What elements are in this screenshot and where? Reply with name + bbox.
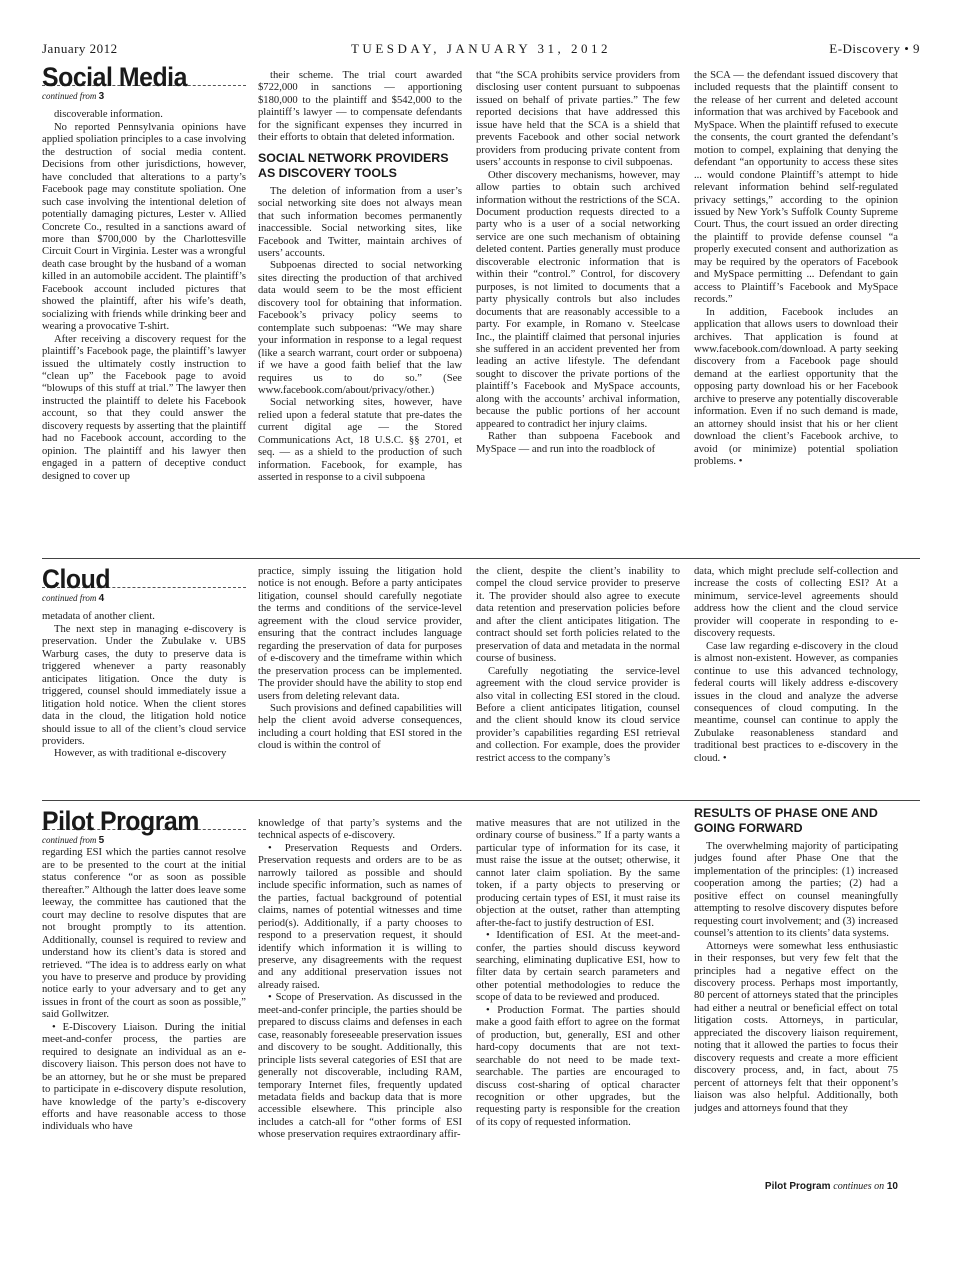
paragraph: The deletion of information from a user’s social networking site does not always mean that such information becomes permanently inaccessible. Social networking sites, like Facebook and Twitter, maintain archives of users’ accounts. — [258, 185, 462, 259]
section-divider — [42, 800, 920, 801]
pilot-subhead: RESULTS OF PHASE ONE AND GOING FORWARD — [694, 806, 878, 835]
article-pilot-program — [42, 806, 920, 1206]
pilot-col-1 — [42, 806, 246, 1206]
social-media-title: Social Media — [42, 62, 187, 92]
cloud-col-1-body — [42, 611, 246, 760]
paragraph: • E-Discovery Liaison. During the initial meet-and-confer process, the parties are required to designate an individual as an e-discovery liaison. This person does not have to be an attorney, but he or she must be prepared to participate in e-discovery dispute resolution, have knowledge of the party’s e-discovery efforts and have reasonable access to those individuals who have — [42, 1021, 246, 1133]
paragraph: Rather than subpoena Facebook and MySpace — and run into the roadblock of — [476, 431, 680, 455]
cloud-title: Cloud — [42, 564, 111, 594]
pilot-col-3 — [476, 818, 680, 1206]
paragraph: In addition, Facebook includes an application that allows users to download their archives. That application is found at www.facebook.com/download. A party seeking discovery from a Facebook page should demand at the earliest opportunity that the opposing party download his or her Facebook archive to preserve any potentially discoverable information. Even if no such demand is made, an attorney should insist that his or her client download the client’s Facebook archive, to avoid (or minimize) potential spoliation problems. • — [694, 306, 898, 468]
paragraph: However, as with traditional e-discovery — [54, 748, 227, 760]
paragraph: • Production Format. The parties should make a good faith effort to agree on the format of production, but, generally, ESI and other hard-copy documents that are not text-searchable do not need to be made text-searchable. The parties are encouraged to discuss cost-sharing of optical character recognition or other upgrades, but the requesting party is responsible for the creation of its copy of requested information. — [476, 1004, 680, 1128]
cloud-col-3-body — [476, 566, 680, 765]
paragraph: regarding ESI which the parties cannot resolve are to be presented to the court at the initial status conference “or as soon as possible thereafter.” Although the latter does leave some leeway, the committee has cautioned that the court may decline to resolve disputes that are not brought promptly to its attention. Additionally, counsel is required to review and understand how its client’s data is stored and retrieved. “The idea is to address early on what you have to preserve and produce by providing notice early to your adversary and to get any issues in front of the court as soon as possible,” said Gollwitzer. — [42, 847, 246, 1021]
social-media-col-4-body — [694, 70, 898, 469]
paragraph: mative measures that are not utilized in the ordinary course of business.” If a party wants a particular type of information for its case, it must raise the issue at the outset; otherwise, it cannot later claim spoliation. By the same token, if a party objects to preserving or producing certain types of ESI, it must raise its objection at the outset, rather than attempting after-the-fact to justify destruction of ESI. — [476, 818, 680, 929]
paragraph: discoverable information. — [54, 109, 163, 121]
social-media-col-1 — [42, 62, 246, 554]
social-media-col-3-body — [476, 70, 680, 456]
section-divider — [42, 558, 920, 559]
paragraph: • Identification of ESI. At the meet-and-confer, the parties should discuss keyword searching, eliminating duplicative ESI, how to filter data by certain search parameters and other potential methodologies to reduce the scope of data to be reviewed and produced. — [476, 930, 680, 1004]
paragraph: Attorneys were somewhat less enthusiastic in their responses, but very few felt that the principles had a negative effect on the discovery process. Perhaps most importantly, 80 percent of attorneys stated that the principles had either a neutral or beneficial effect on total litigation costs. Attorneys, in particular, appreciated the discovery liaison requirement, noting that it allowed the parties to focus their discovery requests and create a more efficient discovery process, and, in fact, about 75 percent of attorneys felt that their opponent’s liaison was also helpful. Additionally, both judges and attorneys found that they — [694, 940, 898, 1114]
continued-from: continued from 4 — [42, 593, 105, 604]
paragraph: the client, despite the client’s inability to compel the cloud service provider to preserve it. The provider should also agree to execute data retention and preservation policies before and after the client anticipates litigation. The contract should set forth policies related to the preservation of data and metadata in the normal course of business. — [476, 566, 680, 665]
paragraph: Other discovery mechanisms, however, may allow parties to obtain such archived information without the restrictions of the SCA. Document production requests directed to a party who is a user of a social networking service are one such mechanism of obtaining deleted content. Parties generally must produce discoverable electronic information that is within their “control.” Control, for discovery purposes, is not limited to documents that a party physically controls but also includes documents that are reasonably accessible to a party. For example, in Romano v. Steelcase Inc., the plaintiff claimed that personal injuries she suffered in an accident prevented her from leading an active lifestyle. The defendant sought to discover the private portions of the plaintiff’s Facebook and MySpace accounts, along with the accounts’ archival information, because the public portions of her account appeared to contradict her injury claims. — [476, 169, 680, 430]
issue-date: TUESDAY, JANUARY 31, 2012 — [350, 41, 612, 56]
paragraph: metadata of another client. — [42, 611, 155, 623]
paragraph: that “the SCA prohibits service providers from disclosing user content pursuant to subpoenas issued on behalf of private parties.” The few reported decisions that have addressed this issue have held that the SCA is a shield that prevents Facebook and other social network providers from producing private content from users’ accounts in response to civil subpoenas. — [476, 70, 680, 169]
pilot-col-2-body — [258, 818, 462, 1142]
cloud-col-3 — [476, 566, 680, 796]
paragraph: Social networking sites, however, have relied upon a federal statute that pre-dates the current digital age — the Stored Communications Act, 18 U.S.C. §§ 2701, et seq. — as a shield to the production of such information. Facebook, for example, has asserted in response to a civil subpoena — [258, 397, 462, 484]
cloud-col-2-body — [258, 566, 462, 753]
paragraph: Subpoenas directed to social networking sites directing the production of that archived data would seem to be the most efficient discovery tool for obtaining that information. Facebook’s privacy policy seems to contemplate such subpoenas: “We may share your information in response to a legal request (like a search warrant, court order or subpoena) if we have a good faith belief that the law requires us to do so.” (See www.facebook.com/about/privacy/other.) — [258, 260, 462, 396]
social-media-col-2 — [258, 70, 462, 554]
paragraph: After receiving a discovery request for the plaintiff’s Facebook page, the plaintiff’s lawyer issued the ultimately costly instruction to “clean up” the Facebook page to avoid “blowups of this stuff at trial.” The lawyer then instructed the plaintiff to delete his Facebook account, so that they could answer the discovery requests by asserting that the plaintiff had no Facebook account, according to the opinion. The plaintiff and his lawyer then engaged in a pattern of deceptive conduct designed to cover up — [42, 333, 246, 482]
issue-month: January 2012 — [42, 41, 118, 56]
pilot-col-3-body — [476, 818, 680, 1129]
paragraph: The overwhelming majority of participating judges found after Phase One that the implementation of the principles: (1) increased cooperation among the parties; (2) had a positive effect on counsel meaningfully attempting to resolve discovery disputes before requesting court involvement; and (3) increased counsel’s attention to its clients’ data systems. — [694, 841, 898, 940]
paragraph: No reported Pennsylvania opinions have applied spoliation principles to a case involving the destruction of social media content. Decisions from other jurisdictions, however, have concluded that alterations to a party’s Facebook page may constitute spoliation. One such case involving the intentional deletion of potentially damaging pictures, Lester v. Allied Concrete Co., resulted in a sanctions award of more than $700,000 by the Charlottesville Circuit Court in Virginia. Lester was a wrongful death case brought by the husband of a woman killed in an automobile accident. The plaintiff’s Facebook account included pictures that showed the plaintiff, after his wife’s death, socializing with friends while drinking beer and wearing a provocative T-shirt. — [42, 121, 246, 333]
paragraph: the SCA — the defendant issued discovery that included requests that the plaintiff consent to the release of her current and deleted account information that was archived by Facebook and MySpace. When the plaintiff refused to execute the consents, the court granted the defendant’s motion to compel, explaining that denying the defendant “an opportunity to access these sites ... would condone Plaintiff’s attempt to hide relevant information behind self-regulated privacy settings,” according to the opinion issued by New York’s Suffolk County Supreme Court. Thus, the court issued an order directing the plaintiff to provide defense counsel “a properly executed consent and authorization as may be required by the operators of Facebook and MySpace permitting ... Defendant to gain access to Plaintiff’s Facebook and MySpace records.” — [694, 70, 898, 306]
pilot-col-4-body — [694, 841, 898, 1181]
paragraph: data, which might preclude self-collection and increase the costs of collecting ESI? At a minimum, service-level agreements should address how the client and the cloud service provider will cooperate in responding to e-discovery requests. — [694, 566, 898, 640]
cloud-col-1 — [42, 564, 246, 796]
social-media-col-4 — [694, 70, 898, 554]
social-media-col-3 — [476, 70, 680, 554]
paragraph: • Preservation Requests and Orders. Preservation requests and orders are to be as narrowly tailored as possible and should include specific information, such as names of the parties, factual background of potential claims, names of potential witnesses and time period(s). Additionally, if a party chooses to respond to a preservation request, it should identify which information it is willing to preserve, any disagreements with the request and any additional preservation issues not already raised. — [258, 842, 462, 991]
section-page-number: E-Discovery • 9 — [829, 41, 920, 56]
continued-from: continued from 5 — [42, 835, 105, 846]
continued-from: continued from 3 — [42, 91, 105, 102]
jump-line: Pilot Program continues on 10 — [764, 1181, 898, 1192]
article-cloud — [42, 564, 920, 796]
pilot-col-2 — [258, 818, 462, 1206]
page-header — [42, 41, 920, 63]
paragraph: Carefully negotiating the service-level agreement with the cloud service provider is also vital in collecting ESI stored in the cloud. Before a client anticipates litigation, counsel and the client should know its cloud service provider’s capabilities regarding ESI retrieval and collection. For example, does the provider restrict access to the company’s — [476, 665, 680, 764]
paragraph: The next step in managing e-discovery is preservation. Under the Zubulake v. UBS Warburg cases, the duty to preserve data is triggered whenever a party reasonably anticipates litigation. Once the duty is triggered, counsel should immediately issue a litigation hold notice. When the client stores data in the cloud, the litigation hold notice should issue to all of the client’s cloud service providers. — [42, 623, 246, 747]
pilot-program-title: Pilot Program — [42, 806, 199, 836]
paragraph: Such provisions and defined capabilities will help the client avoid adverse consequences, including a court holding that ESI stored in the cloud is within the control of — [258, 702, 462, 752]
social-media-col-2-body-a — [258, 70, 462, 145]
cloud-col-2 — [258, 566, 462, 796]
pilot-col-4 — [694, 806, 898, 1206]
social-media-col-2-body-b — [258, 186, 462, 485]
cloud-col-4 — [694, 566, 898, 796]
social-media-col-1-body — [42, 109, 246, 483]
cloud-col-4-body — [694, 566, 898, 765]
paragraph: their scheme. The trial court awarded $722,000 in sanctions — apportioning $180,000 to the plaintiff and $542,000 to the plaintiff’s lawyer — to compensate defendants for the significant expenses they incurred in their efforts to obtain that deleted information. — [258, 70, 462, 144]
pilot-col-1-body — [42, 847, 246, 1133]
paragraph: • Scope of Preservation. As discussed in the meet-and-confer principle, the parties should be prepared to discuss claims and defenses in each case, reasonably foreseeable preservation issues and discovery to be sought. Additionally, this principle lists several categories of ESI that are generally not discoverable, including RAM, temporary Internet files, frequently updated metadata fields and backup data that is more accessible elsewhere. This principle also includes a catch-all for “other forms of ESI whose preservation requires extraordinary affir- — [258, 992, 462, 1141]
paragraph: knowledge of that party’s systems and the technical aspects of e-discovery. — [258, 818, 462, 842]
paragraph: practice, simply issuing the litigation hold notice is not enough. Before a party anticipates litigation, counsel should carefully negotiate the terms and conditions of the service-level agreement with the cloud service provider, ensuring that the contract includes language regarding the preservation of data for purposes of e-discovery and the timeframe within which the preservation process can be implemented. The provider should have the ability to stop end users from deleting relevant data. — [258, 566, 462, 702]
social-media-subhead: SOCIAL NETWORK PROVIDERS AS DISCOVERY TOOLS — [258, 150, 449, 180]
article-social-media — [42, 62, 920, 554]
paragraph: Case law regarding e-discovery in the cloud is almost non-existent. However, as companies continue to use this advanced technology, federal courts will likely address e-discovery issues in the cloud and analyze the adverse consequences of cloud computing. In the meantime, counsel can continue to apply the Zubulake reasonableness standard and traditional best practices to e-discovery in the cloud. • — [694, 640, 898, 764]
